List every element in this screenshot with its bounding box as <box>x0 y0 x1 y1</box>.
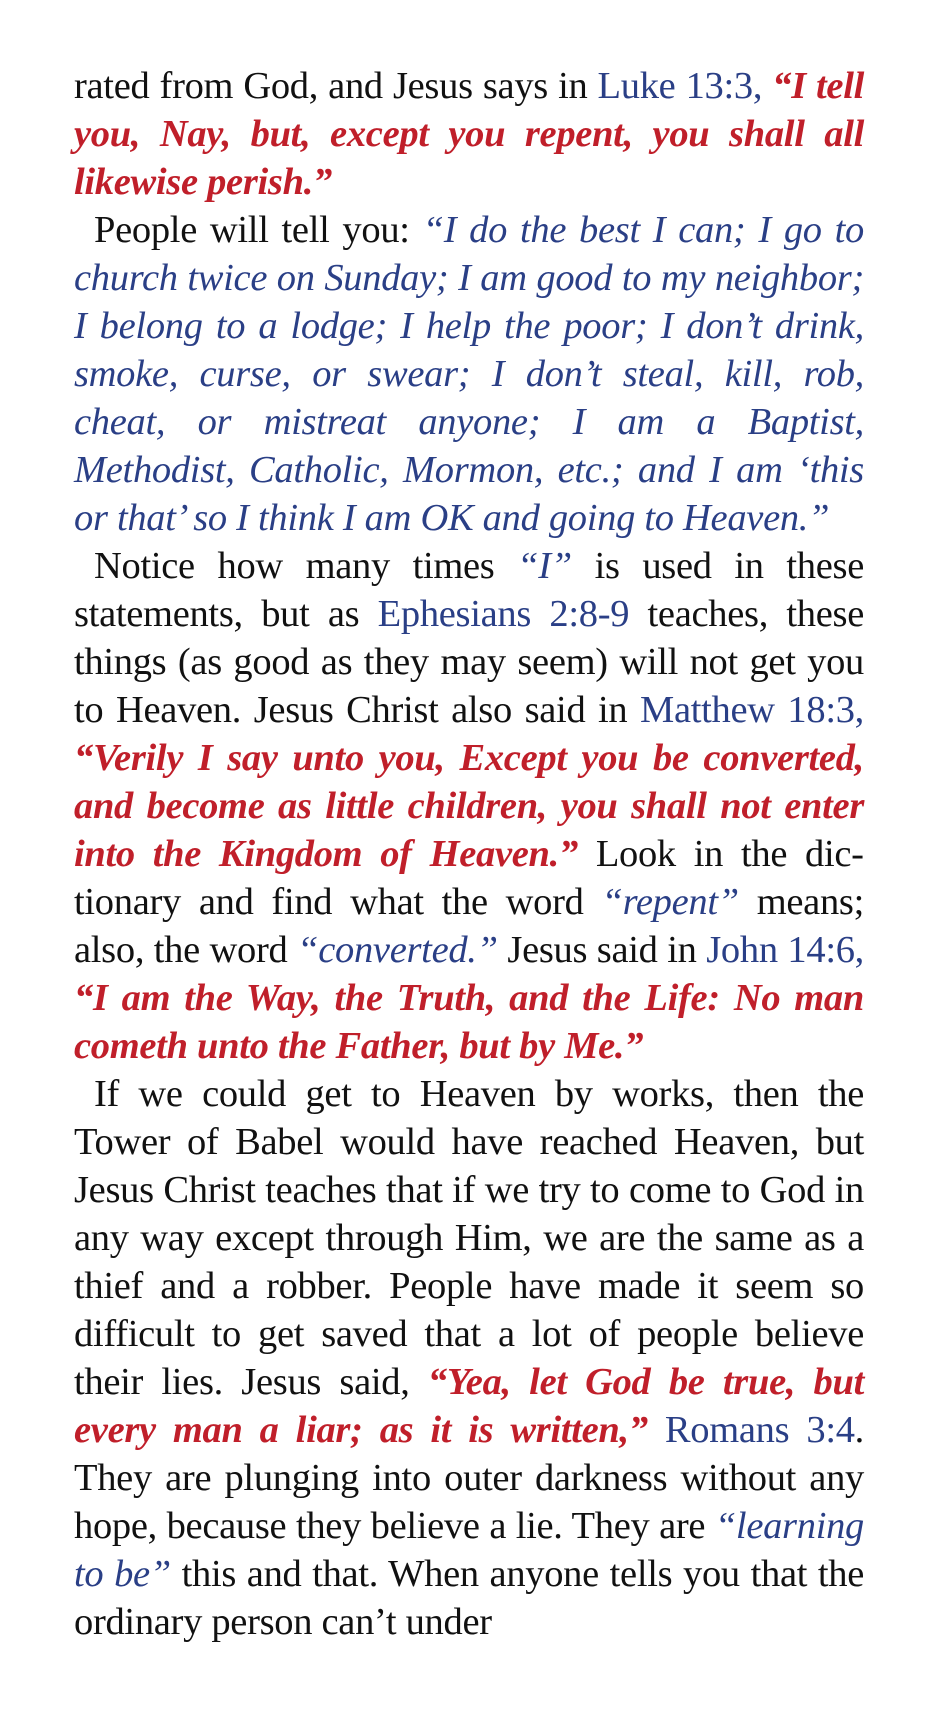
body-text <box>648 1409 665 1451</box>
scripture-quote: “Yea, let God be true, but every man a liar; as it is written,” <box>74 1361 864 1451</box>
body-text: Look in the dictionary and find what the word <box>74 833 864 923</box>
paragraph-people-say <box>74 206 864 542</box>
scripture-reference: Luke 13:3, <box>597 65 773 107</box>
body-text: If we could get to Heaven by works, then the Tower of Babel would have reached Heaven, but Jesus Christ teaches that if we try to come to God in any way except through Him, we are the same as a thief and a robber. People have made it seem so difficult to get saved that a lot of people believe their lies. Jesus said, <box>74 1073 864 1403</box>
scripture-reference: Romans 3:4 <box>664 1409 855 1451</box>
body-text: People will tell you: <box>94 209 423 251</box>
body-text: is used in these statements, but as <box>74 545 864 635</box>
paragraph-luke-quote <box>74 62 864 206</box>
paragraph-tower-of-babel <box>74 1070 864 1646</box>
body-text: this and that. When anyone tells you that the ordinary person can’t under <box>74 1553 864 1643</box>
quoted-phrase: “repent” <box>601 881 739 923</box>
scripture-reference: John 14:6, <box>706 929 864 971</box>
scripture-quote: “Verily I say unto you, Except you be converted, and become as little children, you shall not enter into the Kingdom of Heaven.” <box>74 737 864 875</box>
scripture-quote: “I tell you, Nay, but, except you repent, you shall all likewise perish.” <box>74 65 864 203</box>
book-page-text <box>74 62 864 1646</box>
body-text: Jesus said in <box>497 929 707 971</box>
body-text: . They are plunging into outer darkness without any hope, because they believe a lie. They are <box>74 1409 864 1547</box>
quoted-phrase: “converted.” <box>297 929 498 971</box>
quoted-phrase: “learning to be” <box>74 1505 864 1595</box>
scripture-quote: “I am the Way, the Truth, and the Life: No man cometh unto the Father, but by Me.” <box>74 977 864 1067</box>
body-text: Notice how many times <box>94 545 518 587</box>
scripture-reference: Ephesians 2:8-9 <box>377 593 630 635</box>
paragraph-notice-i <box>74 542 864 1070</box>
quoted-phrase: “I do the best I can; I go to church twice on Sunday; I am good to my neighbor; I belong to a lodge; I help the poor; I don’t drink, smoke, curse, or swear; I don’t steal, kill, rob, cheat, or mistreat anyone; I am a Baptist, Methodist, Catholic, Mormon, etc.; and I am ‘this or that’ so I think I am OK and going to Heaven.” <box>74 209 864 539</box>
body-text: teaches, these things (as good as they may seem) will not get you to Heaven. Jesus Christ also said in <box>74 593 864 731</box>
body-text: means; also, the word <box>74 881 865 971</box>
scripture-reference: Matthew 18:3, <box>640 689 864 731</box>
quoted-phrase: “I” <box>517 545 572 587</box>
body-text: rated from God, and Jesus says in <box>74 65 598 107</box>
